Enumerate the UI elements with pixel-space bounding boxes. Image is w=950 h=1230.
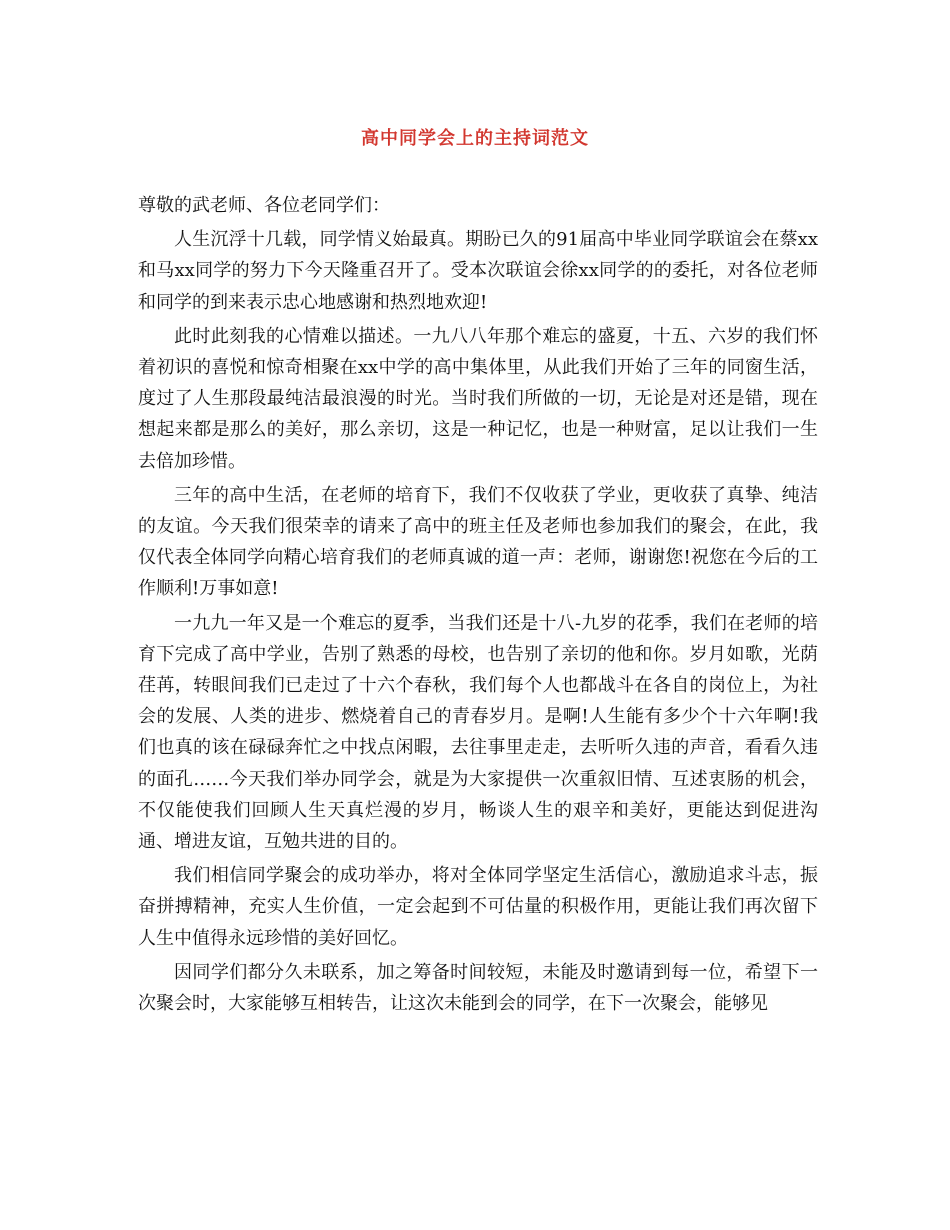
- paragraph-memories: 此时此刻我的心情难以描述。一九八八年那个难忘的盛夏，十五、六岁的我们怀着初识的喜悦和惊奇相聚在xx中学的高中集体里，从此我们开始了三年的同窗生活，度过了人生那段最纯洁最浪漫的时光。当时我们所做的一切，无论是对还是错，现在想起来都是那么的美好，那么亲切，这是一种记忆，也是一种财富，足以让我们一生去倍加珍惜。: [138, 325, 818, 472]
- paragraph-thanks-teachers: 三年的高中生活，在老师的培育下，我们不仅收获了学业，更收获了真挚、纯洁的友谊。今天我们很荣幸的请来了高中的班主任及老师也参加我们的聚会，在此，我仅代表全体同学向精心培育我们的老师真诚的道一声：老师，谢谢您!祝您在今后的工作顺利!万事如意!: [138, 484, 818, 600]
- paragraph-opening: 人生沉浮十几载，同学情义始最真。期盼已久的91届高中毕业同学联谊会在蔡xx和马xx同学的努力下今天隆重召开了。受本次联谊会徐xx同学的的委托，对各位老师和同学的到来表示忠心地感谢和热烈地欢迎!: [138, 229, 818, 313]
- paragraph-hopes: 我们相信同学聚会的成功举办，将对全体同学坚定生活信心，激励追求斗志，振奋拼搏精神，充实人生价值，一定会起到不可估量的积极作用，更能让我们再次留下人生中值得永远珍惜的美好回忆。: [138, 865, 818, 949]
- document-title: 高中同学会上的主持词范文: [361, 128, 589, 149]
- paragraph-graduation: 一九九一年又是一个难忘的夏季，当我们还是十八-九岁的花季，我们在老师的培育下完成了高中学业，告别了熟悉的母校，也告别了亲切的他和你。岁月如歌，光荫荏苒，转眼间我们已走过了十六个春秋，我们每个人也都战斗在各自的岗位上，为社会的发展、人类的进步、燃烧着自己的青春岁月。是啊!人生能有多少个十六年啊!我们也真的该在碌碌奔忙之中找点闲暇，去往事里走走，去听听久违的声音，看看久违的面孔……今天我们举办同学会，就是为大家提供一次重叙旧情、互述衷肠的机会，不仅能使我们回顾人生天真烂漫的岁月，畅谈人生的艰辛和美好，更能达到促进沟通、增进友谊，互勉共进的目的。: [138, 612, 818, 853]
- paragraph-invitation: 因同学们都分久未联系，加之筹备时间较短，未能及时邀请到每一位，希望下一次聚会时，大家能够互相转告，让这次未能到会的同学，在下一次聚会，能够见: [138, 961, 818, 1015]
- document-body: [138, 190, 818, 1019]
- greeting-line: 尊敬的武老师、各位老同学们：: [138, 195, 390, 216]
